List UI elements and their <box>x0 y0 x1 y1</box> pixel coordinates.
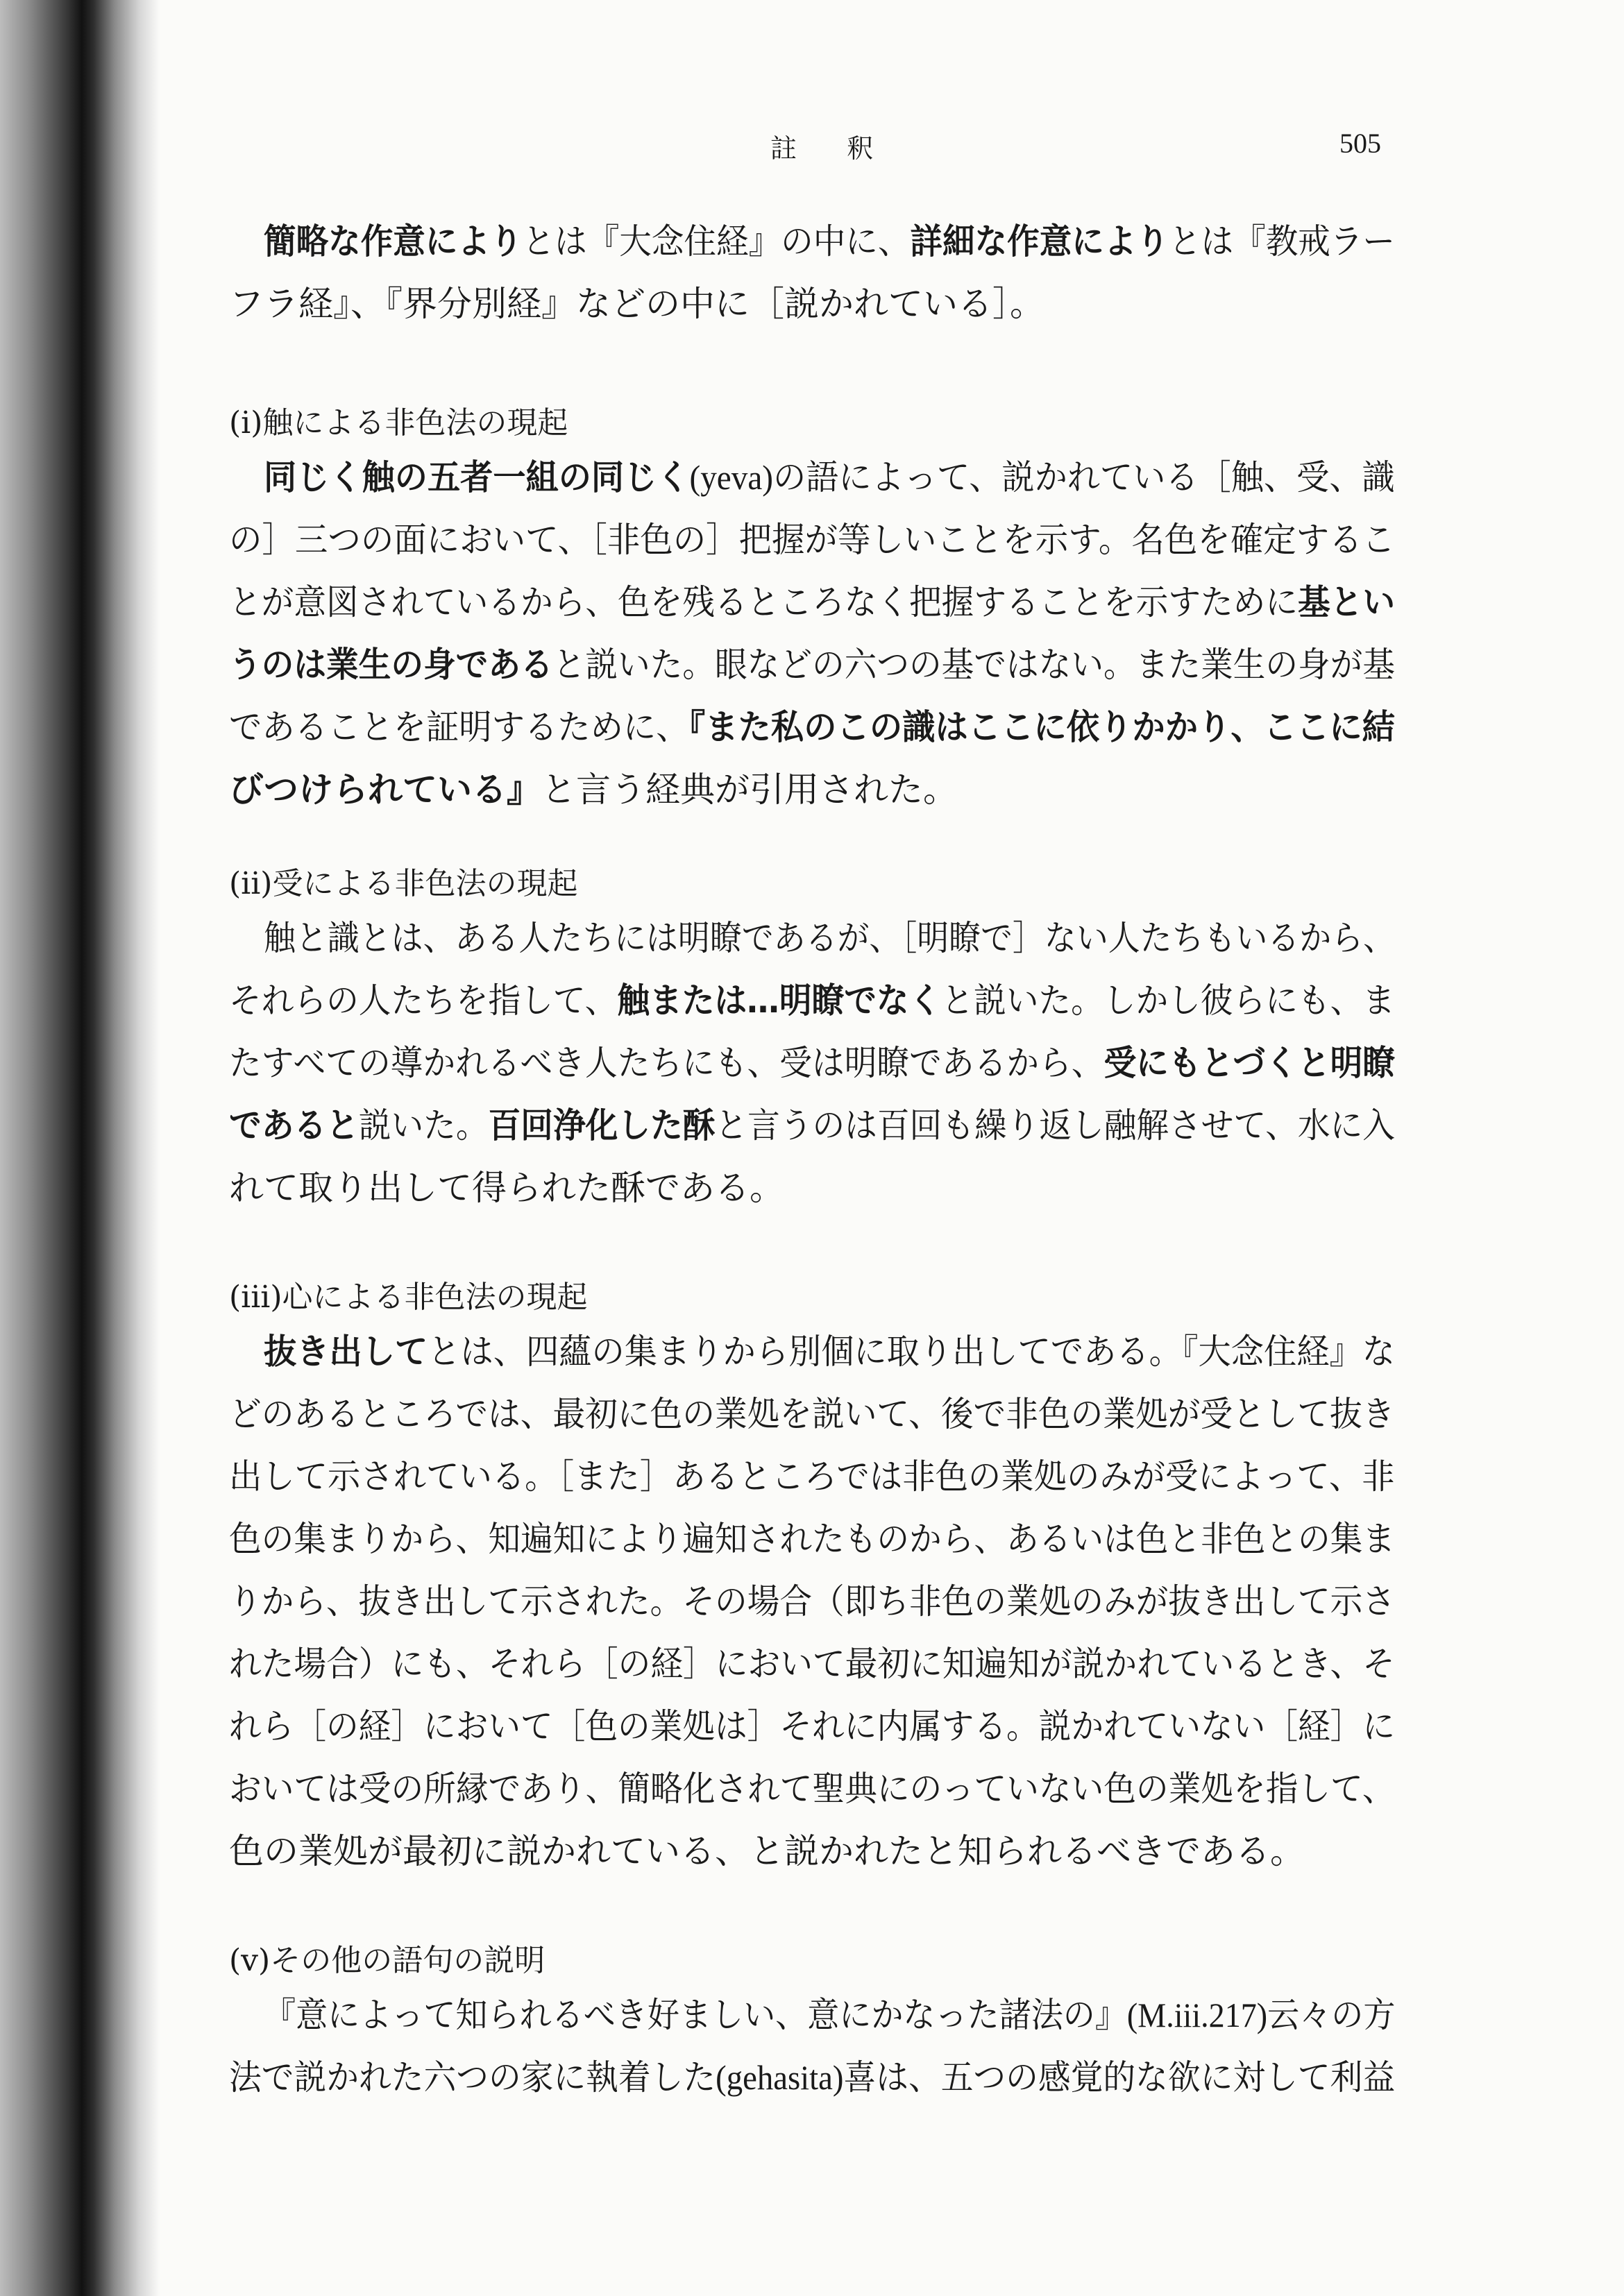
bold-term: 受にもとづくと明瞭 <box>1103 1043 1395 1083</box>
bold-term: 百回浄化した酥 <box>488 1105 716 1146</box>
text-run: 法で説かれた六つの家に執着した <box>229 2057 716 2098</box>
bold-term: 同じく触の五者一組の同じく <box>264 457 690 498</box>
bold-term: 詳細な作意により <box>910 221 1169 262</box>
section-heading: (v)その他の語句の説明 <box>229 1943 545 1978</box>
text-run: 説いた。 <box>358 1105 489 1146</box>
text-run: であることを証明するために、 <box>229 707 689 747</box>
bold-quote: びつけられている』 <box>229 769 541 810</box>
text-line: おいては受の所縁であり、簡略化されて聖典にのっていない色の業処を指して、 <box>229 1769 1395 1809</box>
section-heading: (i)触による非色法の現起 <box>229 405 568 441</box>
citation: (M.iii.217) <box>1126 1996 1268 2034</box>
text-line <box>264 221 1395 262</box>
text-line: れら［の経］において［色の業処は］それに内属する。説かれていない［経］に <box>229 1706 1395 1746</box>
text-run: 『意によって知られるべき好ましい、意にかなった諸法の』 <box>264 1995 1127 2035</box>
bold-term: 抜き出して <box>264 1332 428 1372</box>
text-run: と説いた。眼などの六つの基ではない。また業生の身が基 <box>552 645 1395 685</box>
text-run: 云々の方 <box>1267 1995 1396 2035</box>
text-line: 色の業処が最初に説かれている、と説かれたと知られるべきである。 <box>229 1831 1305 1871</box>
text-run: と説いた。しかし彼らにも、ま <box>941 980 1395 1021</box>
bold-term: 簡略な作意により <box>264 221 523 262</box>
pali-term: (yeva) <box>689 458 774 497</box>
text-line <box>264 457 1395 498</box>
text-line <box>229 980 1395 1021</box>
text-run: とは『大念住経』の中に、 <box>522 221 911 262</box>
running-header-title: 註 釈 <box>770 133 895 164</box>
book-spine-shadow <box>0 0 160 2296</box>
text-run: の語によって、説かれている［触、受、識 <box>773 457 1395 498</box>
text-line <box>229 2057 1395 2098</box>
text-run: 喜は、五つの感覚的な欲に対して利益 <box>843 2057 1396 2098</box>
text-line <box>264 1994 1395 2036</box>
section-heading: (ii)受による非色法の現起 <box>229 866 578 901</box>
text-line: 出して示されている。［また］あるところでは非色の業処のみが受によって、非 <box>229 1456 1395 1497</box>
text-line: どのあるところでは、最初に色の業処を説いて、後で非色の業処が受として抜き <box>229 1394 1395 1434</box>
text-run: たすべての導かれるべき人たちにも、受は明瞭であるから、 <box>229 1043 1104 1083</box>
text-line <box>264 1331 1395 1372</box>
text-run: それらの人たちを指して、 <box>229 980 618 1021</box>
text-line: りから、抜き出して示された。その場合（即ち非色の業処のみが抜き出して示さ <box>229 1581 1395 1622</box>
text-line <box>229 644 1395 686</box>
text-run: と言うのは百回も繰り返し融解させて、水に入 <box>715 1105 1395 1146</box>
text-line <box>229 706 1395 748</box>
text-line: れて取り出して得られた酥である。 <box>229 1168 784 1208</box>
text-line: の］三つの面において、［非色の］把握が等しいことを示す。名色を確定するこ <box>229 520 1395 560</box>
text-line: 触と識とは、ある人たちには明瞭であるが、［明瞭で］ない人たちもいるから、 <box>264 918 1395 958</box>
bold-quote: 『また私のこの識はここに依りかかり、ここに結 <box>688 707 1395 747</box>
pali-term: (gehasita) <box>716 2058 844 2097</box>
text-line: れた場合）にも、それら［の経］において最初に知遍知が説かれているとき、そ <box>229 1644 1395 1684</box>
text-line: フラ経』、『界分別経』などの中に［説かれている］。 <box>229 284 1044 324</box>
text-run: とが意図されているから、色を残るところなく把握することを示すために <box>229 582 1298 622</box>
text-line: 色の集まりから、知遍知により遍知されたものから、あるいは色と非色との集ま <box>229 1519 1395 1559</box>
text-run: とは『教戒ラー <box>1169 221 1395 262</box>
text-line <box>229 769 958 810</box>
text-run: とは、四蘊の集まりから別個に取り出してである。『大念住経』な <box>428 1332 1395 1372</box>
text-line <box>229 1105 1395 1146</box>
section-heading: (iii)心による非色法の現起 <box>229 1279 588 1315</box>
text-line <box>229 581 1395 623</box>
bold-term: うのは業生の身である <box>229 645 553 685</box>
text-run: と言う経典が引用された。 <box>541 769 958 810</box>
page-number: 505 <box>1339 128 1381 159</box>
bold-term: であると <box>229 1105 359 1146</box>
bold-term: 基とい <box>1298 582 1395 622</box>
text-line <box>229 1042 1395 1084</box>
bold-term: 触または…明瞭でなく <box>617 980 942 1021</box>
